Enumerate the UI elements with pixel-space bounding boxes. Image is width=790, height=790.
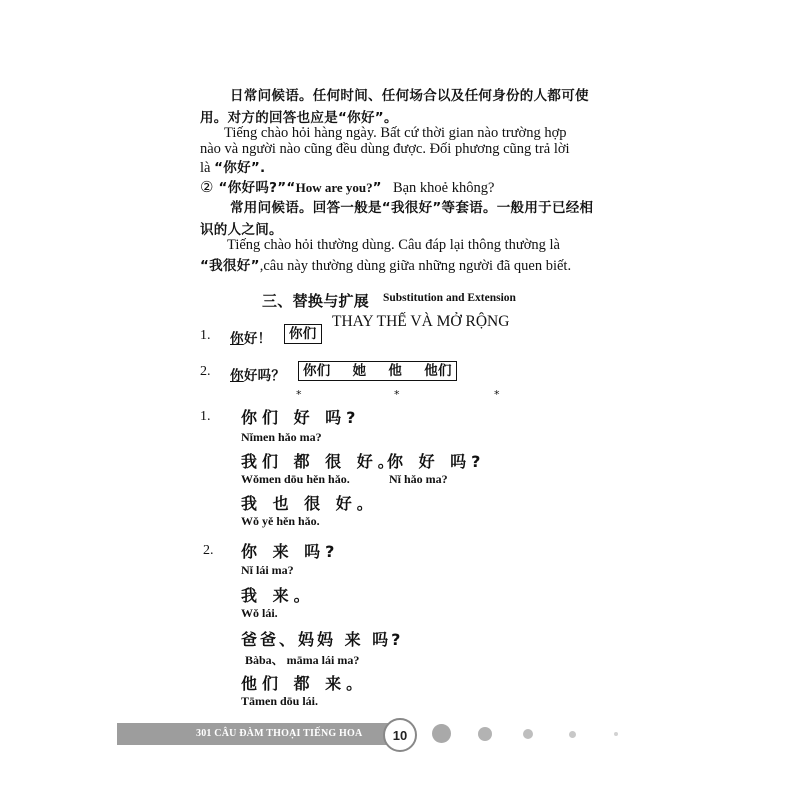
subst-row2-box-item: 他们 — [424, 363, 452, 379]
item2-zh-close: ” — [372, 180, 382, 196]
subst-row2-sentence — [230, 364, 285, 384]
subst-row2-star: * — [296, 388, 302, 401]
item2-zh-line1: 常用问候语。回答一般是“我很好”等套语。一般用于已经相 — [230, 200, 594, 216]
page-number: 10 — [383, 718, 417, 752]
subst-row1-box — [284, 324, 322, 344]
ext-g2-py-1: Wǒ lái. — [241, 606, 278, 620]
subst-row1-sentence — [230, 327, 271, 347]
subst-row2-star: * — [394, 388, 400, 401]
ext-g1-py-1b: Nǐ hǎo ma? — [389, 472, 448, 486]
item2-vi: Bạn khoẻ không? — [392, 180, 495, 196]
item2-zh: “你好吗?”“ — [218, 180, 296, 196]
para1-vi-line3-prefix: là — [200, 160, 215, 176]
para1-vi-line3-zh: “你好”. — [214, 160, 266, 176]
para1-zh-line2: 用。对方的回答也应是“你好”。 — [200, 110, 398, 126]
item2-vi-line2 — [200, 254, 571, 275]
subst-row1-num: 1. — [200, 328, 211, 343]
footer-dot — [569, 731, 576, 738]
subst-row2-box — [298, 361, 457, 381]
ext-g1-py-0: Nǐmen hǎo ma? — [241, 430, 322, 444]
footer-dot — [523, 729, 533, 739]
ext-g2-zh-2: 爸爸、妈妈 来 吗? — [241, 630, 404, 649]
item2-vi-line2-rest: ,câu này thường dùng giữa những người đã quen biết. — [259, 258, 572, 274]
section-zh-title: 三、替换与扩展 — [262, 292, 370, 310]
item2-heading — [200, 176, 494, 197]
ext-group1-num: 1. — [200, 409, 211, 424]
ext-group2-num: 2. — [203, 543, 214, 558]
item2-en: How are you? — [295, 180, 373, 195]
subst-row2-star: * — [494, 388, 500, 401]
item2-marker: ② — [200, 180, 214, 196]
subst-row2-box-item: 他 — [388, 363, 403, 379]
ext-g2-zh-3: 他们 都 来。 — [241, 674, 368, 693]
item2-vi-line1: Tiếng chào hỏi thường dùng. Câu đáp lại thông thường là — [227, 237, 560, 253]
para1-vi-line2: nào và người nào cũng đều dùng được. Đối phương cũng trả lời — [200, 141, 570, 157]
subst-row1-ni: 你 — [230, 331, 244, 347]
ext-g1-zh-2: 我 也 很 好。 — [241, 494, 378, 513]
ext-g1-zh-0: 你们 好 吗? — [241, 408, 361, 427]
subst-row2-rest: 好吗？ — [243, 368, 286, 384]
subst-row2-ni: 你 — [230, 368, 244, 384]
footer-dot — [478, 727, 492, 741]
subst-row2-num: 2. — [200, 364, 211, 379]
para1-vi-line1: Tiếng chào hỏi hàng ngày. Bất cứ thời gian nào trường hợp — [224, 125, 567, 141]
item2-zh-line2: 识的人之间。 — [200, 222, 283, 238]
ext-g1-py-1: Wǒmen dōu hěn hǎo. — [241, 472, 350, 486]
ext-g1-zh-1b: 你 好 吗? — [387, 452, 486, 471]
ext-g2-zh-0: 你 来 吗? — [241, 542, 340, 561]
subst-row1-rest: 好！ — [243, 331, 272, 347]
ext-g2-py-3: Tāmen dōu lái. — [241, 694, 319, 708]
section-en-title: Substitution and Extension — [383, 292, 516, 304]
ext-g1-py-2: Wǒ yě hěn hǎo. — [241, 514, 320, 528]
para1-vi-line3 — [200, 156, 265, 177]
subst-row2-box-item: 她 — [352, 363, 367, 379]
footer-dot — [614, 732, 618, 736]
ext-g1-zh-1: 我们 都 很 好。 — [241, 452, 399, 471]
para1-zh-line1: 日常问候语。任何时间、任何场合以及任何身份的人都可使 — [230, 88, 589, 104]
ext-g2-zh-1: 我 来。 — [241, 586, 315, 605]
section-vi-title: THAY THẾ VÀ MỞ RỘNG — [332, 313, 510, 330]
footer-title: 301 CÂU ĐÀM THOẠI TIẾNG HOA — [196, 728, 363, 739]
ext-g2-py-0: Nǐ lái ma? — [241, 563, 294, 577]
subst-row1-box-item: 你们 — [289, 326, 317, 342]
item2-vi-line2-zh: “我很好” — [200, 258, 260, 274]
footer-dot — [432, 724, 451, 743]
ext-g2-py-2: Bàba、 māma lái ma? — [245, 653, 360, 667]
subst-row2-box-item: 你们 — [303, 363, 331, 379]
